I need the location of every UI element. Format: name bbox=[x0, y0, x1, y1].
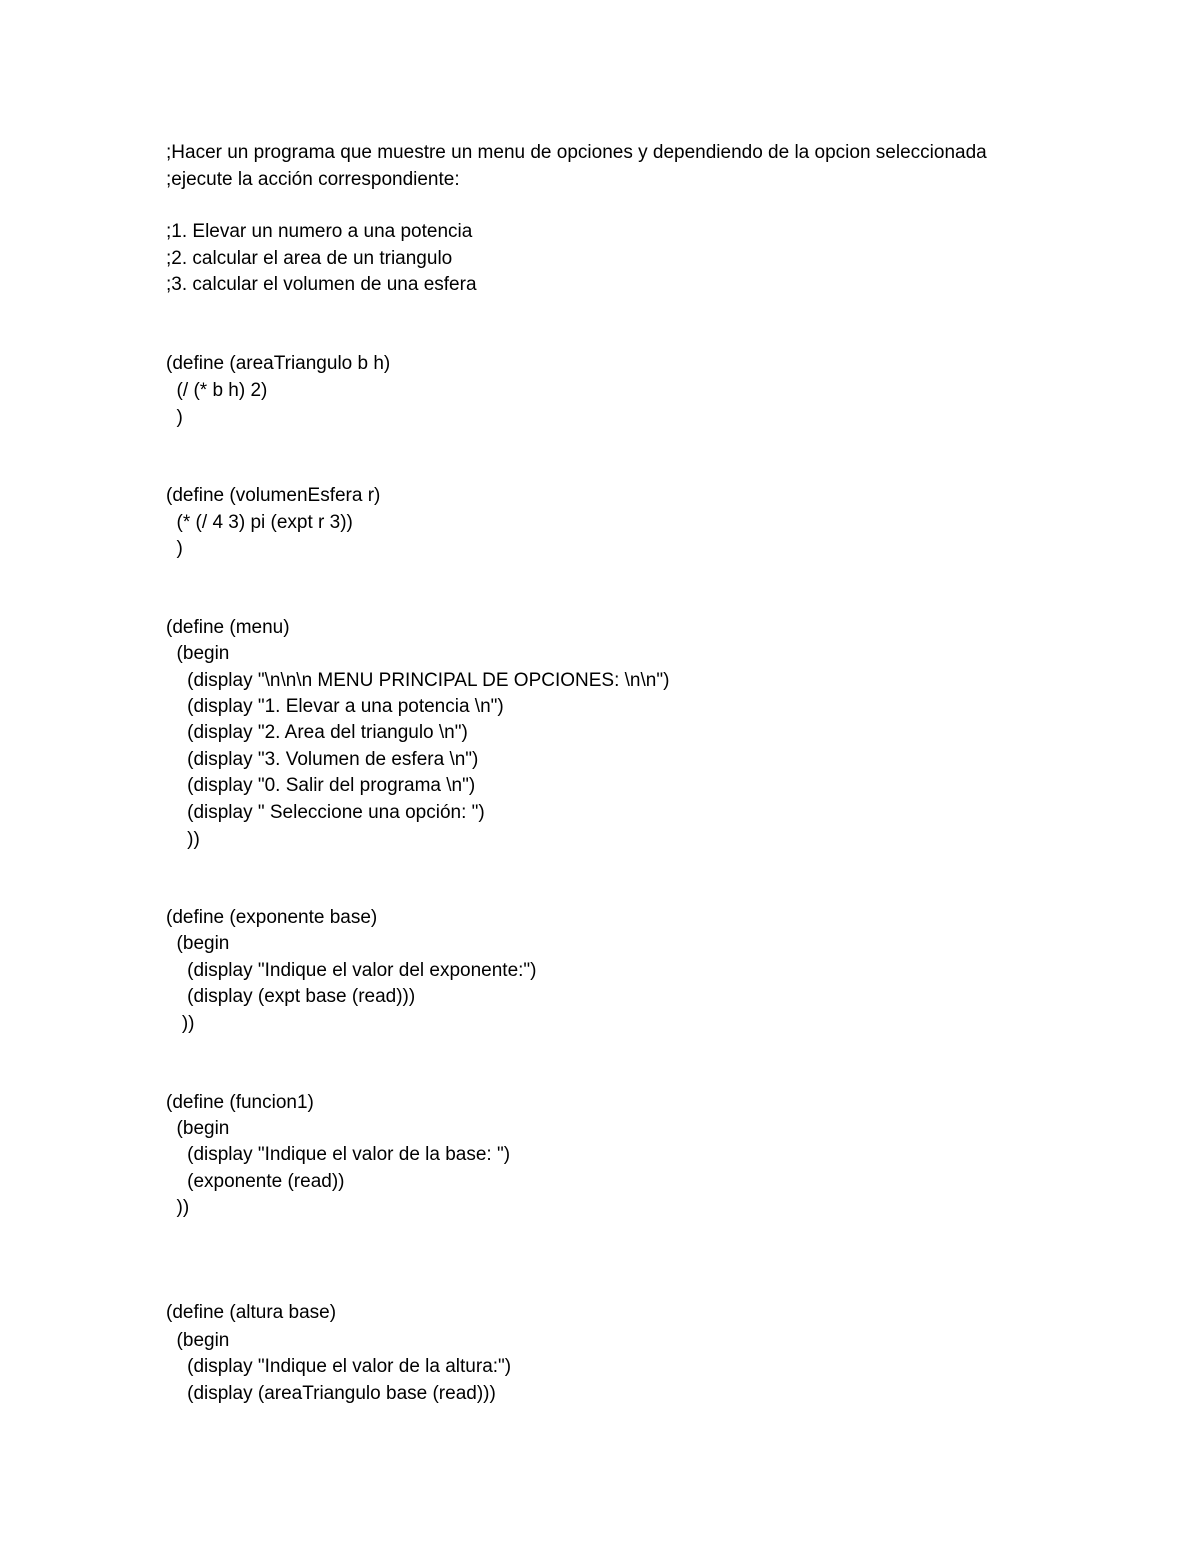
code-line: (define (menu) bbox=[166, 617, 290, 638]
code-line: )) bbox=[166, 1013, 195, 1034]
code-line: (define (areaTriangulo b h) bbox=[166, 353, 391, 374]
code-line: )) bbox=[166, 1197, 190, 1218]
code-line: (define (funcion1) bbox=[166, 1092, 314, 1113]
code-line: (* (/ 4 3) pi (expt r 3)) bbox=[166, 512, 353, 533]
code-line: (begin bbox=[166, 1330, 230, 1351]
code-line: )) bbox=[166, 829, 200, 850]
code-line: (exponente (read)) bbox=[166, 1171, 345, 1192]
code-line: (define (exponente base) bbox=[166, 907, 378, 928]
code-line: ) bbox=[166, 407, 183, 428]
code-line: (display "Indique el valor de la base: ") bbox=[166, 1144, 511, 1165]
code-line: ) bbox=[166, 538, 183, 559]
code-line: (display "\n\n\n MENU PRINCIPAL DE OPCIONES: \n\n") bbox=[166, 670, 670, 691]
code-line: (begin bbox=[166, 933, 230, 954]
code-line: (display "1. Elevar a una potencia \n") bbox=[166, 696, 504, 717]
code-line: ;1. Elevar un numero a una potencia bbox=[166, 221, 473, 242]
code-line: (display "Indique el valor de la altura:") bbox=[166, 1356, 512, 1377]
code-line: (display "2. Area del triangulo \n") bbox=[166, 722, 468, 743]
code-line: (display (areaTriangulo base (read))) bbox=[166, 1383, 496, 1404]
code-line: ;3. calcular el volumen de una esfera bbox=[166, 274, 477, 295]
code-line: (display "0. Salir del programa \n") bbox=[166, 775, 476, 796]
code-line: (display "Indique el valor del exponente:") bbox=[166, 960, 537, 981]
code-line: (display (expt base (read))) bbox=[166, 986, 416, 1007]
code-line: ;ejecute la acción correspondiente: bbox=[166, 169, 460, 190]
code-line: ;Hacer un programa que muestre un menu de opciones y dependiendo de la opcion seleccionada bbox=[166, 142, 987, 163]
code-line: ;2. calcular el area de un triangulo bbox=[166, 248, 453, 269]
code-line: (begin bbox=[166, 1118, 230, 1139]
code-line: (display "3. Volumen de esfera \n") bbox=[166, 749, 479, 770]
code-line: (define (volumenEsfera r) bbox=[166, 485, 381, 506]
code-line: (display " Seleccione una opción: ") bbox=[166, 802, 485, 823]
code-line: (/ (* b h) 2) bbox=[166, 380, 268, 401]
code-line: (begin bbox=[166, 643, 230, 664]
code-line: (define (altura base) bbox=[166, 1302, 337, 1323]
